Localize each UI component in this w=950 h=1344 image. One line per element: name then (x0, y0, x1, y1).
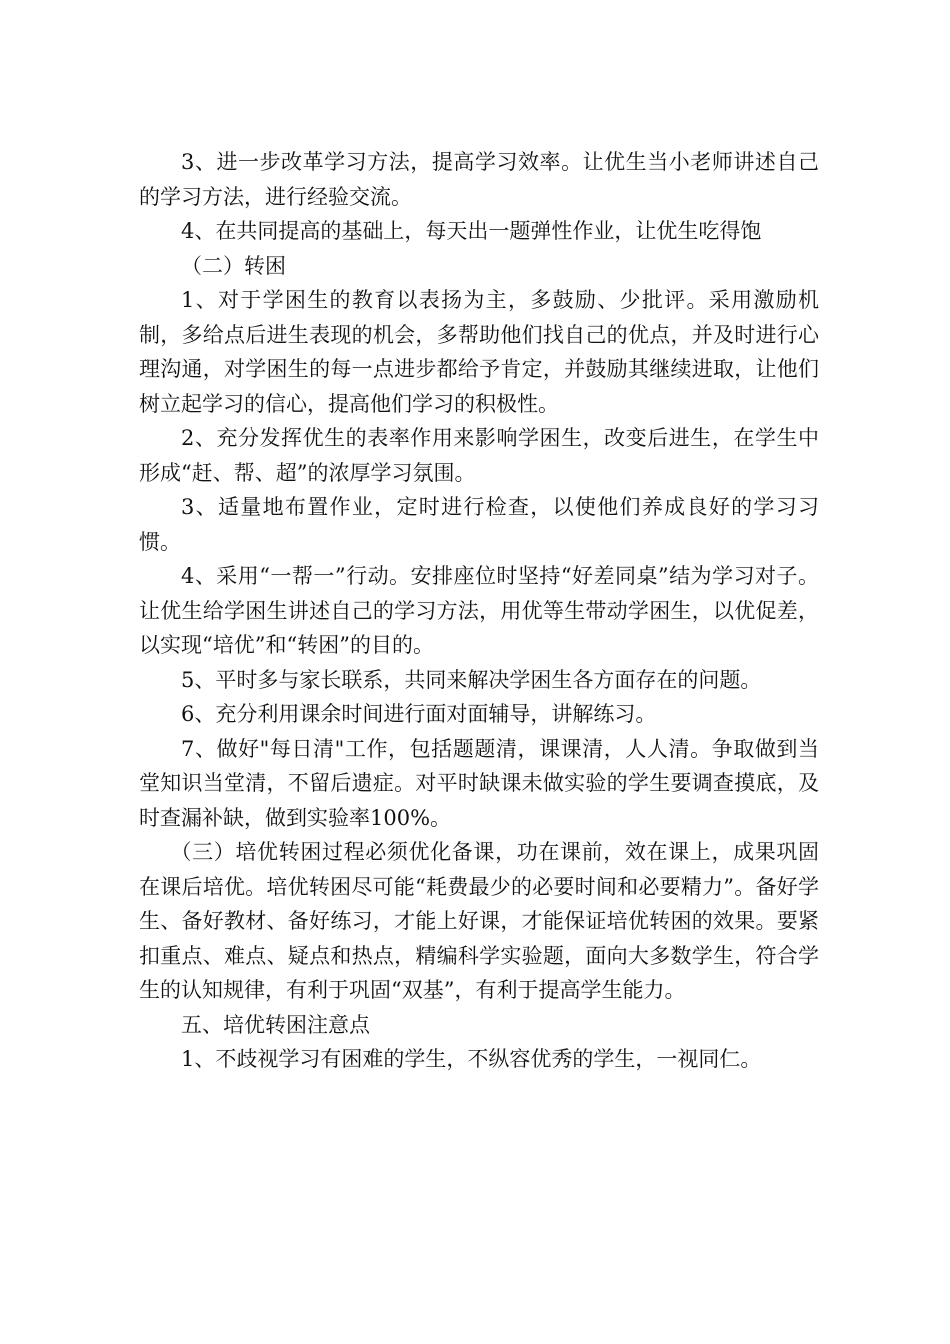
document-body (139, 145, 819, 1077)
paragraph-parent-contact: 5、平时多与家长联系，共同来解决学困生各方面存在的问题。 (181, 667, 762, 692)
paragraph-role-model: 2、充分发挥优生的表率作用来影响学困生，改变后进生，在学生中形成“赶、帮、超”的浓厚学习氛围。 (139, 426, 819, 485)
paragraph-peer-pairing: 4、采用“一帮一”行动。安排座位时坚持“好差同桌”结为学习对子。让优生给学困生讲述自己的学习方法，用优等生带动学困生，以优促差，以实现“培优”和“转困”的目的。 (139, 564, 819, 657)
paragraph-daily-clear: 7、做好"每日清"工作，包括题题清，课课清，人人清。争取做到当堂知识当堂清，不留后遗症。对平时缺课未做实验的学生要调查摸底，及时查漏补缺，做到实验率100%。 (139, 736, 819, 830)
section-heading-zhuankun: （二）转困 (181, 253, 286, 278)
paragraph-praise-encourage: 1、对于学困生的教育以表扬为主，多鼓励、少批评。采用激励机制，多给点后进生表现的机会，多帮助他们找自己的优点，并及时进行心理沟通，对学困生的每一点进步都给予肯定，并鼓励其继续进取，让他们树立起学习的信心，提高他们学习的积极性。 (139, 288, 819, 416)
paragraph-elastic-homework: 4、在共同提高的基础上，每天出一题弹性作业，让优生吃得饱 (181, 219, 762, 243)
paragraph-face-to-face-tutoring: 6、充分利用课余时间进行面对面辅导，讲解练习。 (181, 702, 657, 726)
paragraph-method-reform: 3、进一步改革学习方法，提高学习效率。让优生当小老师讲述自己的学习方法，进行经验交流。 (139, 150, 819, 209)
paragraph-lesson-preparation: （三）培优转困过程必须优化备课，功在课前，效在课上，成果巩固在课后培优。培优转困尽可能“耗费最少的必要时间和必要精力”。备好学生、备好教材、备好练习，才能上好课，才能保证培优转困的效果。要紧扣重点、难点、疑点和热点，精编科学实验题，面向大多数学生，符合学生的认知规律，有利于巩固“双基”，有利于提高学生能力。 (139, 840, 819, 1002)
paragraph-homework-check: 3、适量地布置作业，定时进行检查，以使他们养成良好的学习习惯。 (139, 495, 819, 554)
section-heading-notes: 五、培优转困注意点 (181, 1012, 370, 1037)
paragraph-equal-treatment: 1、不歧视学习有困难的学生，不纵容优秀的学生，一视同仁。 (181, 1047, 762, 1071)
